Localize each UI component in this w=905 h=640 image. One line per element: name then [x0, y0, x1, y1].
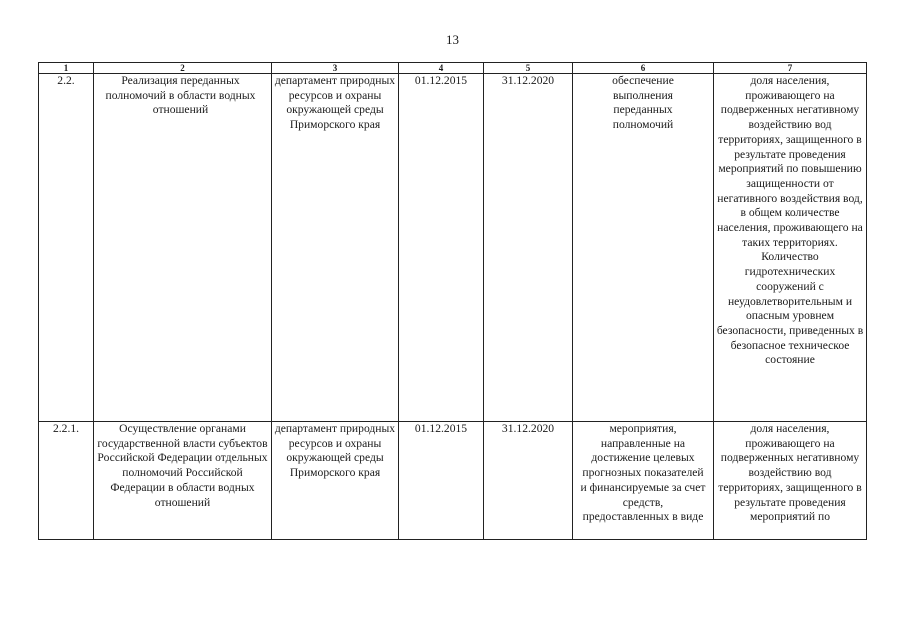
column-header: 5	[484, 63, 573, 74]
indicator: доля населения, проживающего на подверженных негативному воздействию вод территориях, защищенного в результате проведения мероприятий по повышению защищенности от негативного воздействия вод, в общем количестве населения, проживающего на таких территориях. Количество гидротехнических сооружений с неудовлетворительным и опасным уровнем безопасности, приведенных в безопасное техническое состояние	[716, 74, 864, 367]
row-number: 2.2.1.	[52, 422, 80, 435]
column-header: 1	[39, 63, 94, 74]
page-number: 13	[446, 32, 459, 47]
executor-cell	[272, 74, 399, 422]
indicator: доля населения, проживающего на подверженных негативному воздействию вод территориях, защищенного в результате проведения мероприятий по	[718, 422, 862, 524]
measure-name-cell	[94, 422, 272, 540]
executor-cell	[272, 422, 399, 540]
row-number: 2.2.	[57, 74, 75, 87]
start-date-cell	[399, 422, 484, 540]
indicator-cell	[714, 74, 867, 422]
end-date: 31.12.2020	[501, 74, 555, 87]
measure-name: Реализация переданных полномочий в области водных отношений	[105, 74, 256, 117]
table-header-row	[39, 63, 867, 74]
row-number-cell	[39, 422, 94, 540]
start-date-cell	[399, 74, 484, 422]
column-header: 7	[714, 63, 867, 74]
column-header: 3	[272, 63, 399, 74]
measures-table	[38, 62, 867, 540]
column-header: 4	[399, 63, 484, 74]
result-cell	[573, 74, 714, 422]
column-header: 6	[573, 63, 714, 74]
expected-result: обеспечение выполнения переданных полномочий	[612, 74, 674, 132]
start-date: 01.12.2015	[414, 422, 468, 435]
measure-name: Осуществление органами государственной власти субъектов Российской Федерации отдельных полномочий Российской Федерации в области водных отношений	[97, 422, 268, 509]
executor: департамент природных ресурсов и охраны окружающей среды Приморского края	[274, 422, 396, 480]
end-date-cell	[484, 422, 573, 540]
end-date-cell	[484, 74, 573, 422]
executor: департамент природных ресурсов и охраны окружающей среды Приморского края	[274, 74, 396, 132]
table-row	[39, 422, 867, 540]
column-header: 2	[94, 63, 272, 74]
end-date: 31.12.2020	[501, 422, 555, 435]
row-number-cell	[39, 74, 94, 422]
result-cell	[573, 422, 714, 540]
expected-result: мероприятия, направленные на достижение целевых прогнозных показателей и финансируемые за счет средств, предоставленных в виде	[580, 422, 706, 524]
measure-name-cell	[94, 74, 272, 422]
table-row	[39, 74, 867, 422]
start-date: 01.12.2015	[414, 74, 468, 87]
indicator-cell	[714, 422, 867, 540]
